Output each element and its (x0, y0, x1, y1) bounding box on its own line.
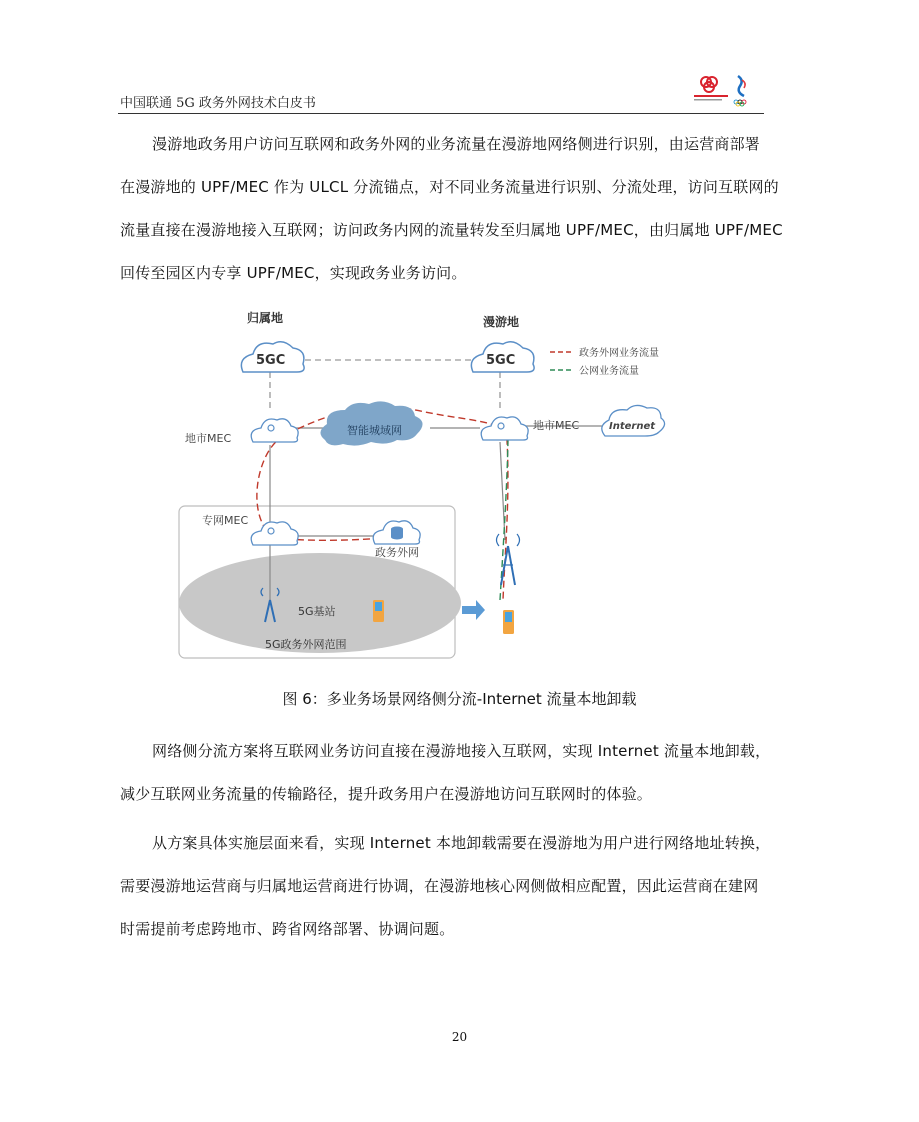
mec-city-home-label: 地市MEC (185, 432, 232, 445)
base-station-label: 5G基站 (298, 605, 336, 618)
internet-cloud (602, 405, 665, 436)
label-roam: 漫游地 (483, 315, 520, 329)
smart-city-network-cloud (320, 401, 422, 445)
page-number: 20 (451, 1030, 468, 1044)
legend-public-label: 公网业务流量 (579, 366, 639, 377)
cloud-5gc-home-label: 5GC (256, 353, 286, 368)
mec-city-roam-cloud (481, 417, 528, 440)
legend-gov-label: 政务外网业务流量 (579, 348, 659, 359)
network-diagram (175, 300, 675, 665)
movement-arrow-icon (462, 600, 485, 620)
page-header (118, 70, 764, 114)
unicom-knot-icon (701, 77, 717, 92)
smart-city-label: 智能城域网 (347, 424, 402, 437)
paragraph-line: 回传至园区内专享 UPF/MEC，实现政务业务访问。 (120, 264, 467, 282)
gov-extranet-cloud (373, 521, 420, 544)
header-rule (118, 113, 764, 114)
database-icon (391, 527, 403, 540)
internet-label: Internet (609, 421, 656, 432)
paragraph-line: 在漫游地的 UPF/MEC 作为 ULCL 分流锚点，对不同业务流量进行识别、分流处理，访问互联网的 (120, 178, 779, 196)
tower-roam-icon (497, 534, 520, 585)
paragraph-3 (120, 822, 804, 951)
legend (550, 346, 659, 377)
unicom-olympic-logo (690, 72, 760, 110)
mec-private-label: 专网MEC (202, 514, 249, 527)
paragraph-line: 流量直接在漫游地接入互联网；访问政务内网的流量转发至归属地 UPF/MEC，由归属地 UPF/MEC (120, 221, 783, 239)
mec-city-roam-label: 地市MEC (533, 419, 580, 432)
coverage-label: 5G政务外网范围 (265, 638, 347, 651)
paragraph-line: 网络侧分流方案将互联网业务访问直接在漫游地接入互联网，实现 Internet 流量本地卸载， (152, 742, 771, 760)
cloud-5gc-home (241, 342, 304, 372)
label-home: 归属地 (247, 311, 284, 325)
paragraph-1 (120, 123, 804, 295)
paragraph-line: 时需提前考虑跨地市、跨省网络部署、协调问题。 (120, 920, 455, 938)
figure-caption: 图 6：多业务场景网络侧分流-Internet 流量本地卸载 (282, 690, 637, 708)
paragraph-line: 从方案具体实施层面来看，实现 Internet 本地卸载需要在漫游地为用户进行网络地址转换， (152, 834, 771, 852)
cloud-5gc-roam-label: 5GC (486, 353, 516, 368)
mec-city-home-cloud (251, 419, 298, 442)
mec-private-cloud (251, 522, 298, 545)
paragraph-line: 漫游地政务用户访问互联网和政务外网的业务流量在漫游地网络侧进行识别，由运营商部署 (152, 135, 761, 153)
header-title: 中国联通 5G 政务外网技术白皮书 (120, 96, 316, 111)
paragraph-line: 减少互联网业务流量的传输路径，提升政务用户在漫游地访问互联网时的体验。 (120, 785, 653, 803)
gov-extranet-label: 政务外网 (375, 546, 419, 559)
paragraph-line: 需要漫游地运营商与归属地运营商进行协调，在漫游地核心网侧做相应配置，因此运营商在建网 (120, 877, 759, 895)
cloud-5gc-roam (471, 342, 534, 372)
paragraph-2 (120, 730, 804, 816)
olympic-emblem-icon (734, 76, 746, 106)
